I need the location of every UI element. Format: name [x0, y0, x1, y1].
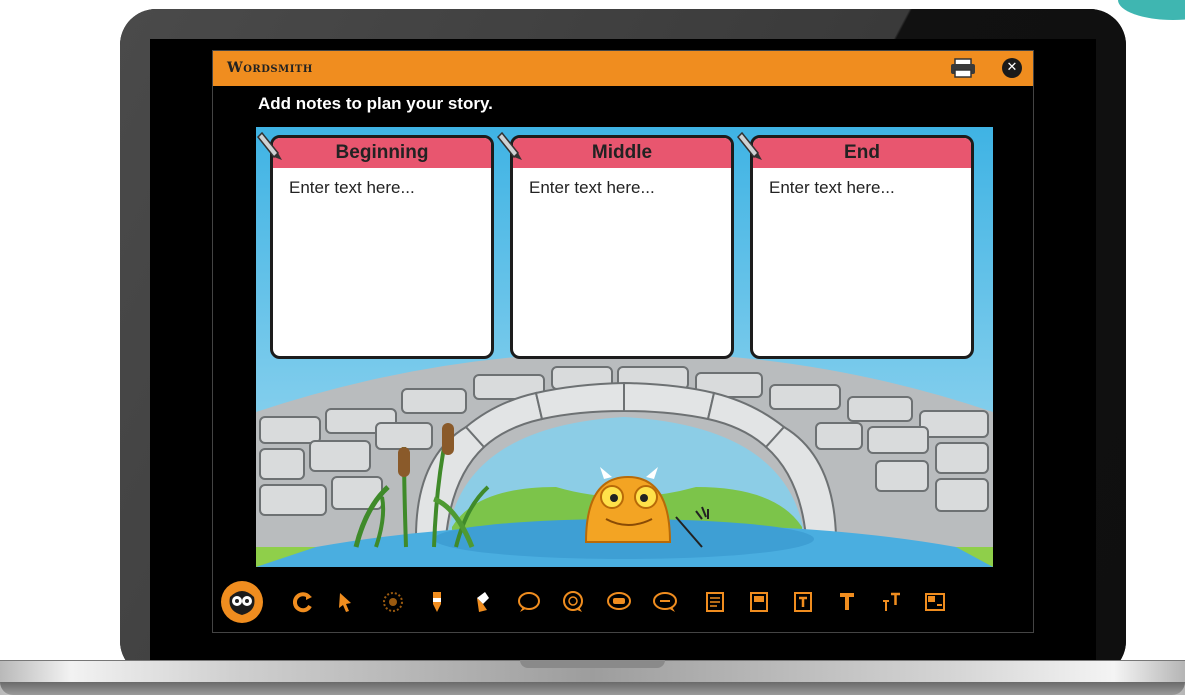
end-text-input[interactable] [769, 178, 959, 348]
marker-button[interactable] [423, 587, 451, 617]
middle-text-input[interactable] [529, 178, 719, 348]
laptop-base-lip [0, 682, 1185, 695]
laptop-base-notch [520, 660, 665, 668]
pencil-icon [736, 127, 766, 163]
end-card [750, 135, 974, 359]
title-bar [213, 51, 1033, 86]
app-title: Wordsmith [227, 60, 313, 76]
thought-bubble-icon [561, 591, 585, 613]
troll-logo-icon [221, 581, 263, 623]
beginning-text-input[interactable] [289, 178, 479, 348]
text-icon [837, 591, 857, 613]
note-icon [705, 591, 725, 613]
sticky-note-button[interactable] [745, 587, 773, 617]
pointer-button[interactable] [331, 587, 359, 617]
text-box-icon [793, 591, 813, 613]
stamp-icon [381, 591, 405, 613]
close-button[interactable] [1002, 58, 1022, 78]
pencil-icon [256, 127, 286, 163]
print-button[interactable] [950, 57, 976, 79]
layout-button[interactable] [921, 587, 949, 617]
pointer-icon [336, 591, 354, 613]
printer-icon [950, 57, 976, 79]
speech-bubble-icon [517, 591, 541, 613]
home-button[interactable] [221, 581, 263, 623]
note-button[interactable] [701, 587, 729, 617]
refresh-icon [292, 591, 314, 613]
text-size-icon [880, 591, 902, 613]
card-heading: Beginning [273, 138, 491, 168]
whisper-bubble-icon [652, 591, 678, 613]
sticky-note-icon [749, 591, 769, 613]
story-scene [256, 127, 993, 567]
refresh-button[interactable] [289, 587, 317, 617]
decorative-teal-shape [1118, 0, 1185, 20]
middle-card [510, 135, 734, 359]
bottom-toolbar [213, 573, 1033, 631]
pencil-icon [496, 127, 526, 163]
text-size-button[interactable] [877, 587, 905, 617]
highlighter-icon [473, 590, 493, 614]
instruction-text: Add notes to plan your story. [258, 94, 493, 113]
whisper-bubble-button[interactable] [651, 587, 679, 617]
beginning-card [270, 135, 494, 359]
stamp-button[interactable] [379, 587, 407, 617]
marker-icon [427, 590, 447, 614]
close-icon: ✕ [1006, 60, 1018, 75]
card-heading: Middle [513, 138, 731, 168]
app-window [212, 50, 1034, 633]
highlighter-button[interactable] [469, 587, 497, 617]
text-button[interactable] [833, 587, 861, 617]
speech-bubble-button[interactable] [515, 587, 543, 617]
layout-icon [924, 591, 946, 613]
shout-bubble-button[interactable] [605, 587, 633, 617]
card-heading: End [753, 138, 971, 168]
thought-bubble-button[interactable] [559, 587, 587, 617]
text-box-button[interactable] [789, 587, 817, 617]
shout-bubble-icon [606, 591, 632, 613]
